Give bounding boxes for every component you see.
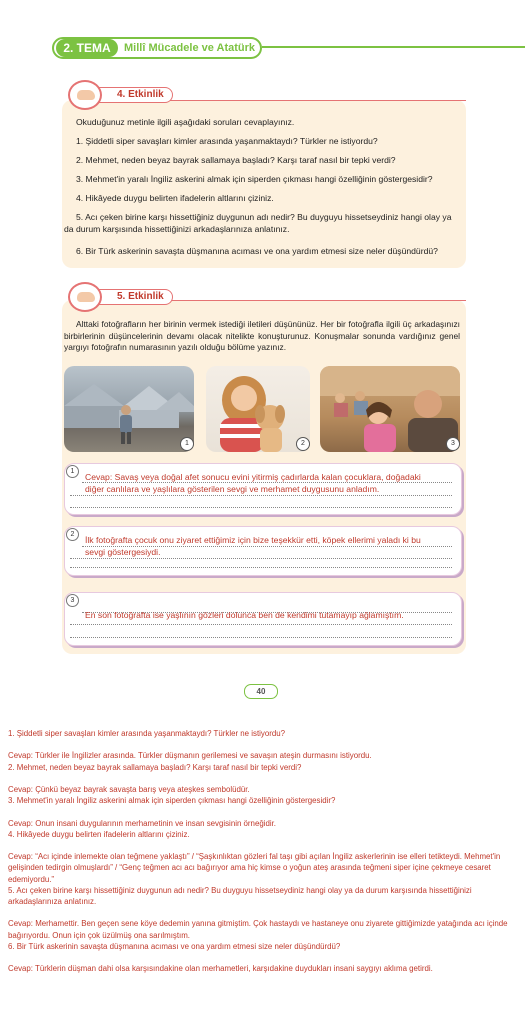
answer-key-line: [8, 840, 518, 851]
activity-4-label: 4. Etkinlik: [86, 87, 173, 103]
activity-5-instructions: Alttaki fotoğrafların her birinin vermek istediği iletileri düşününüz. Her bir fotoğrafla ilgili üç arkadaşınızı birbirlerinin düşüncelerinin devamı olacak nitelikte konuşturunuz. Konuşmalar sonunda vardığınız genel yargıyı fotoğrafın numarasının yazılı olduğu bölüme yazınız.: [64, 319, 460, 352]
answer-key-line: 5. Acı çeken birine karşı hissettiğiniz duygunun adı nedir? Bu duyguyu hissetseydiniz hangi olay ya da durum karşısında hissettiğinizi arkadaşlarınıza anlatınız.: [8, 885, 472, 907]
writing-line: [70, 637, 452, 638]
writing-line: [70, 567, 452, 568]
answer-key-line: 6. Bir Türk askerinin savaşta düşmanına acıması ve ona yardım etmesi size neler düşündürdü?: [8, 941, 341, 951]
writing-line: [70, 507, 452, 508]
writing-line: [70, 624, 452, 625]
answer-text-2[interactable]: İlk fotoğrafta çocuk onu ziyaret ettiğimiz için bize teşekkür etti, köpek ellerimi yaladı ki bu sevgi göstergesiydi.: [85, 535, 421, 557]
photo-elderly-visit: [320, 366, 460, 452]
question-2: 2. Mehmet, neden beyaz bayrak sallamaya başladı? Karşı taraf nasıl bir tepki verdi?: [76, 155, 396, 165]
photo-girl-with-dog: [206, 366, 310, 452]
answer-key-line: Cevap: Merhamettir. Ben geçen sene köye dedemin yanına gitmiştim. Çok hastaydı ve hastaneye onu ziyarete gittiğimizde yatağında acı içinde bağırıyordu. Onun için çok üzülmüş ona sarılmıştım.: [8, 919, 508, 940]
answer-key-line: Cevap: Türklerin düşman dahi olsa karşısındakine olan merhametleri, karşıdakine duydukları insani saygıyı aklıma getirdi.: [8, 964, 433, 974]
unit-number: 2.: [63, 41, 74, 55]
answer-key-line: Cevap: Onun insani duygularının merhametinin ve insan sevgisinin örneğidir.: [8, 818, 276, 828]
answer-number-2: 2: [66, 528, 79, 541]
unit-title: Millî Mücadele ve Atatürk: [124, 42, 256, 54]
header-rule: [262, 46, 525, 48]
photo-number-1: 1: [180, 437, 194, 451]
answer-key-line: Cevap: Türkler ile İngilizler arasında. Türkler düşmanın gerilemesi ve savaşın ateşin durmasını istiyordu.: [8, 751, 372, 761]
answer-text-3[interactable]: En son fotoğrafta ise yaşlının gözleri dolunca ben de kendimi tutamayıp ağlamıştım.: [85, 610, 404, 620]
answer-key-line: 1. Şiddetli siper savaşları kimler arasında yaşanmaktaydı? Türkler ne istiyordu?: [8, 729, 286, 738]
question-1: 1. Şiddetli siper savaşları kimler arasında yaşanmaktaydı? Türkler ne istiyordu?: [76, 136, 378, 146]
photo-refugee-child: [64, 366, 194, 452]
answer-number-1: 1: [66, 465, 79, 478]
answer-key-line: [8, 739, 518, 750]
unit-badge: [56, 39, 118, 57]
answer-number-3: 3: [66, 594, 79, 607]
answer-key-line: [8, 907, 518, 918]
answer-key-line: [8, 806, 518, 817]
answer-key-line: Cevap: “Acı içinde inlemekte olan teğmene yaklaştı” / “Şaşkınlıktan gözleri fal taşı gibi açılan İngiliz askerlerinin ise elleri tetikteydi. Mehmet'in gelişinden tedirgin olmuşlardı” / “Genç teğmen acı acı bağırıyor ama hiç kimse o yoğun ateş arasında teğmeni siper içine çekmeye cesaret edemiyordu.”: [8, 852, 501, 884]
question-5: 5. Acı çeken birine karşı hissettiğiniz duygunun adı nedir? Bu duyguyu hissetseydiniz hangi olay ya da durum karşısında hissettiğinizi arkadaşlarınıza anlatınız.: [64, 212, 452, 234]
answer-key-line: 2. Mehmet, neden beyaz bayrak sallamaya başladı? Karşı taraf nasıl bir tepki verdi?: [8, 762, 302, 772]
unit-label: TEMA: [76, 41, 111, 55]
answer-text-1[interactable]: Cevap: Savaş veya doğal afet sonucu evini yitirmiş çadırlarda kalan çocuklara, doğadaki diğer canlılara ve yaşlılara gösterilen sevgi ve merhamet duygusunu anladım.: [85, 472, 421, 494]
activity-4-rule: [150, 100, 466, 101]
page-number: 40: [244, 684, 278, 699]
activity-5-label: 5. Etkinlik: [86, 289, 173, 305]
answer-key-line: 4. Hikâyede duygu belirten ifadelerin altlarını çiziniz.: [8, 829, 190, 839]
question-6: 6. Bir Türk askerinin savaşta düşmanına acıması ve ona yardım etmesi size neler düşündürdü?: [76, 246, 438, 256]
answer-key: [8, 728, 518, 974]
answer-key-line: Cevap: Çünkü beyaz bayrak savaşta barış veya ateşkes sembolüdür.: [8, 785, 250, 795]
photo-number-2: 2: [296, 437, 310, 451]
activity-4-intro: Okuduğunuz metinle ilgili aşağıdaki soruları cevaplayınız.: [76, 117, 295, 127]
answer-key-line: [8, 773, 518, 784]
hand-icon: [68, 80, 102, 110]
hand-icon: [68, 282, 102, 312]
answer-key-line: 3. Mehmet'in yaralı İngiliz askerini almak için siperden çıkması hangi özelliğinin göstergesidir?: [8, 796, 336, 806]
writing-line: [70, 558, 452, 559]
question-3: 3. Mehmet'in yaralı İngiliz askerini almak için siperden çıkması hangi özelliğinin göstergesidir?: [76, 174, 433, 184]
writing-line: [70, 495, 452, 496]
photo-number-3: 3: [446, 437, 460, 451]
question-4: 4. Hikâyede duygu belirten ifadelerin altlarını çiziniz.: [76, 193, 274, 203]
activity-5-rule: [160, 300, 466, 301]
answer-key-line: [8, 952, 518, 963]
